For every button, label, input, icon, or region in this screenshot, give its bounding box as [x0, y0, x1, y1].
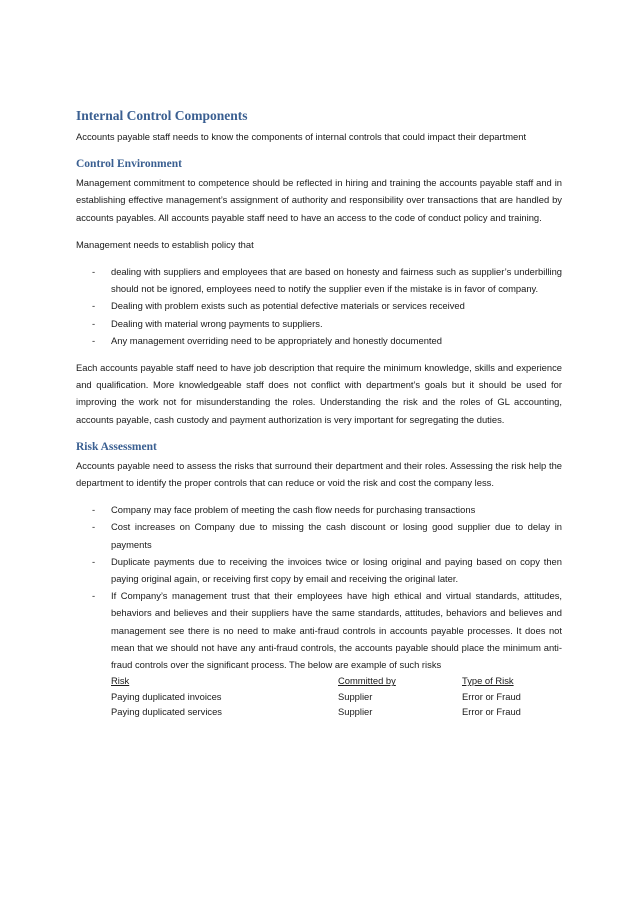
- type-of-risk-column-header: Type of Risk: [462, 675, 514, 687]
- list-item: - Duplicate payments due to receiving the invoices twice or losing original and paying based on copy then paying original again, or receiving first copy by email and receiving the original later.: [76, 553, 562, 587]
- table-row: [111, 704, 562, 719]
- list-item: - Dealing with problem exists such as potential defective materials or services received: [76, 297, 562, 314]
- list-item: - Any management overriding need to be appropriately and honestly documented: [76, 332, 562, 349]
- dash-bullet: -: [92, 334, 96, 346]
- table-cell: Error or Fraud: [462, 706, 521, 718]
- list-item: - If Company’s management trust that their employees have high ethical and virtual standards, attitudes, behaviors and believes and their suppliers have the same standards, attitudes, behaviors and believes and management see there is no need to make anti-fraud controls in accounts payable processes. It does not mean that we should not have any anti-fraud controls, the accounts payable should place the minimum anti-fraud controls over the significant process. The below are example of such risks: [76, 587, 562, 673]
- risk-column-header: Risk: [111, 675, 130, 687]
- control-environment-paragraph-1: Management commitment to competence should be reflected in hiring and training the accounts payable staff and in establishing effective management’s assignment of authority and responsibility over transactions that are handled by accounts payables. All accounts payable staff need to have an access to the code of conduct policy and training.: [76, 177, 562, 223]
- risk-assessment-paragraph-1: Accounts payable need to assess the risks that surround their department and their roles. Assessing the risk help the department to identify the proper controls that can reduce or void the risk and cost the company less.: [76, 459, 562, 489]
- table-cell: Paying duplicated invoices: [111, 690, 222, 702]
- list-item: - dealing with suppliers and employees that are based on honesty and fairness such as supplier’s underbilling should not be ignored, employees need to notify the supplier even if the mistake is in favor of company.: [76, 263, 562, 297]
- control-environment-heading: Control Environment: [76, 158, 182, 171]
- dash-bullet: -: [92, 521, 96, 533]
- table-cell: Paying duplicated services: [111, 706, 222, 718]
- risk-table: [111, 673, 562, 719]
- control-environment-list: [76, 263, 562, 349]
- list-item: - Company may face problem of meeting the cash flow needs for purchasing transactions: [76, 501, 562, 518]
- dash-bullet: -: [92, 555, 96, 567]
- list-item: - Dealing with material wrong payments to suppliers.: [76, 315, 562, 332]
- risk-assessment-heading: Risk Assessment: [76, 440, 157, 453]
- committed-by-column-header: Committed by: [338, 675, 396, 687]
- list-item: - Cost increases on Company due to missing the cash discount or losing good supplier due to delay in payments: [76, 518, 562, 552]
- risk-table-header-row: [111, 673, 562, 688]
- table-row: [111, 689, 562, 704]
- risk-assessment-list: [76, 501, 562, 673]
- dash-bullet: -: [92, 590, 96, 602]
- control-environment-paragraph-3: Each accounts payable staff need to have job description that require the minimum knowledge, skills and experience and qualification. More knowledgeable staff does not conflict with department’s goals but it should be used for improving the work not for misunderstanding the roles. Understanding the risk and the roles of GL accounting, accounts payable, cash custody and payment authorization is very important for segregating the duties.: [76, 362, 562, 425]
- intro-paragraph: Accounts payable staff needs to know the components of internal controls that could impact their department: [76, 131, 527, 142]
- table-cell: Supplier: [338, 690, 373, 702]
- document-title: Internal Control Components: [76, 108, 248, 123]
- document-page: [76, 108, 562, 720]
- control-environment-paragraph-2: Management needs to establish policy that: [76, 238, 254, 250]
- dash-bullet: -: [92, 300, 96, 312]
- dash-bullet: -: [92, 266, 96, 278]
- table-cell: Error or Fraud: [462, 690, 521, 702]
- table-cell: Supplier: [338, 706, 373, 718]
- dash-bullet: -: [92, 504, 96, 516]
- dash-bullet: -: [92, 317, 96, 329]
